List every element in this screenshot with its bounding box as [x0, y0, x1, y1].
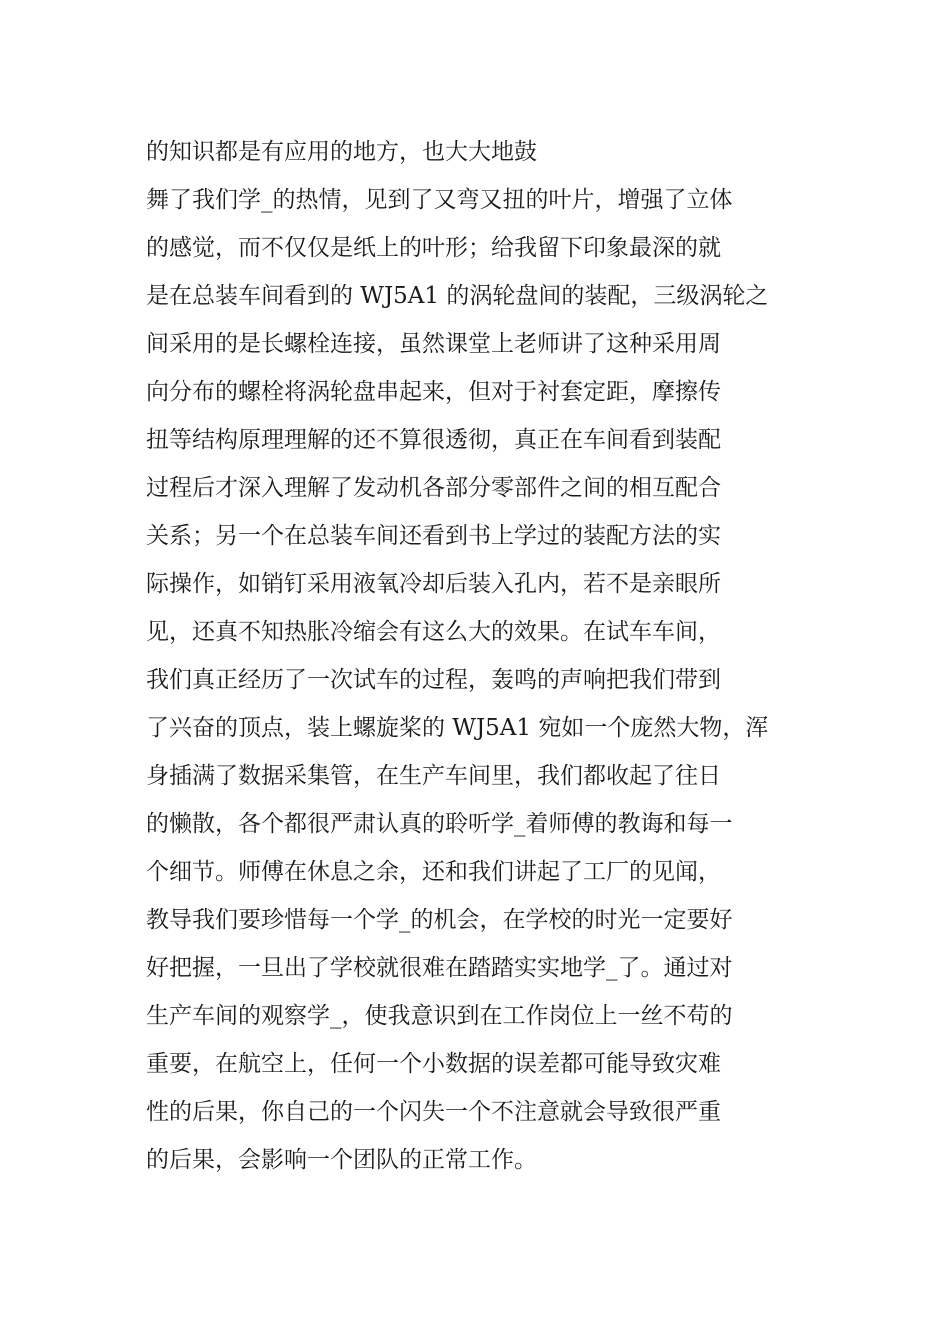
text-line: 身插满了数据采集管，在生产车间里，我们都收起了往日	[146, 763, 721, 789]
text-line: 向分布的螺栓将涡轮盘串起来，但对于衬套定距，摩擦传	[146, 379, 721, 405]
text-line: 际操作，如销钉采用液氧冷却后装入孔内，若不是亲眼所	[146, 571, 721, 597]
text-line: 重要，在航空上，任何一个小数据的误差都可能导致灾难	[146, 1051, 721, 1077]
text-line: 了兴奋的顶点，装上螺旋桨的 WJ5A1 宛如一个庞然大物，浑	[146, 715, 769, 741]
text-line: 的感觉，而不仅仅是纸上的叶形；给我留下印象最深的就	[146, 235, 721, 261]
text-line: 生产车间的观察学_，使我意识到在工作岗位上一丝不苟的	[146, 1003, 733, 1029]
text-line: 关系；另一个在总装车间还看到书上学过的装配方法的实	[146, 523, 721, 549]
text-line: 个细节。师傅在休息之余，还和我们讲起了工厂的见闻，	[146, 859, 721, 885]
text-line: 我们真正经历了一次试车的过程，轰鸣的声响把我们带到	[146, 667, 721, 693]
text-line: 舞了我们学_的热情，见到了又弯又扭的叶片，增强了立体	[146, 187, 733, 213]
text-line: 扭等结构原理理解的还不算很透彻，真正在车间看到装配	[146, 427, 721, 453]
text-line: 教导我们要珍惜每一个学_的机会，在学校的时光一定要好	[146, 907, 733, 933]
text-line: 是在总装车间看到的 WJ5A1 的涡轮盘间的装配，三级涡轮之	[146, 283, 769, 309]
text-line: 过程后才深入理解了发动机各部分零部件之间的相互配合	[146, 475, 721, 501]
text-line: 性的后果，你自己的一个闪失一个不注意就会导致很严重	[146, 1099, 721, 1125]
text-line: 的后果，会影响一个团队的正常工作。	[146, 1147, 537, 1173]
text-line: 好把握，一旦出了学校就很难在踏踏实实地学_了。通过对	[146, 955, 733, 981]
text-line: 的知识都是有应用的地方，也大大地鼓	[146, 139, 537, 165]
text-line: 的懒散，各个都很严肃认真的聆听学_着师傅的教诲和每一	[146, 811, 733, 837]
body-text	[146, 128, 811, 1184]
text-line: 间采用的是长螺栓连接，虽然课堂上老师讲了这种采用周	[146, 331, 721, 357]
text-line: 见，还真不知热胀冷缩会有这么大的效果。在试车车间，	[146, 619, 721, 645]
